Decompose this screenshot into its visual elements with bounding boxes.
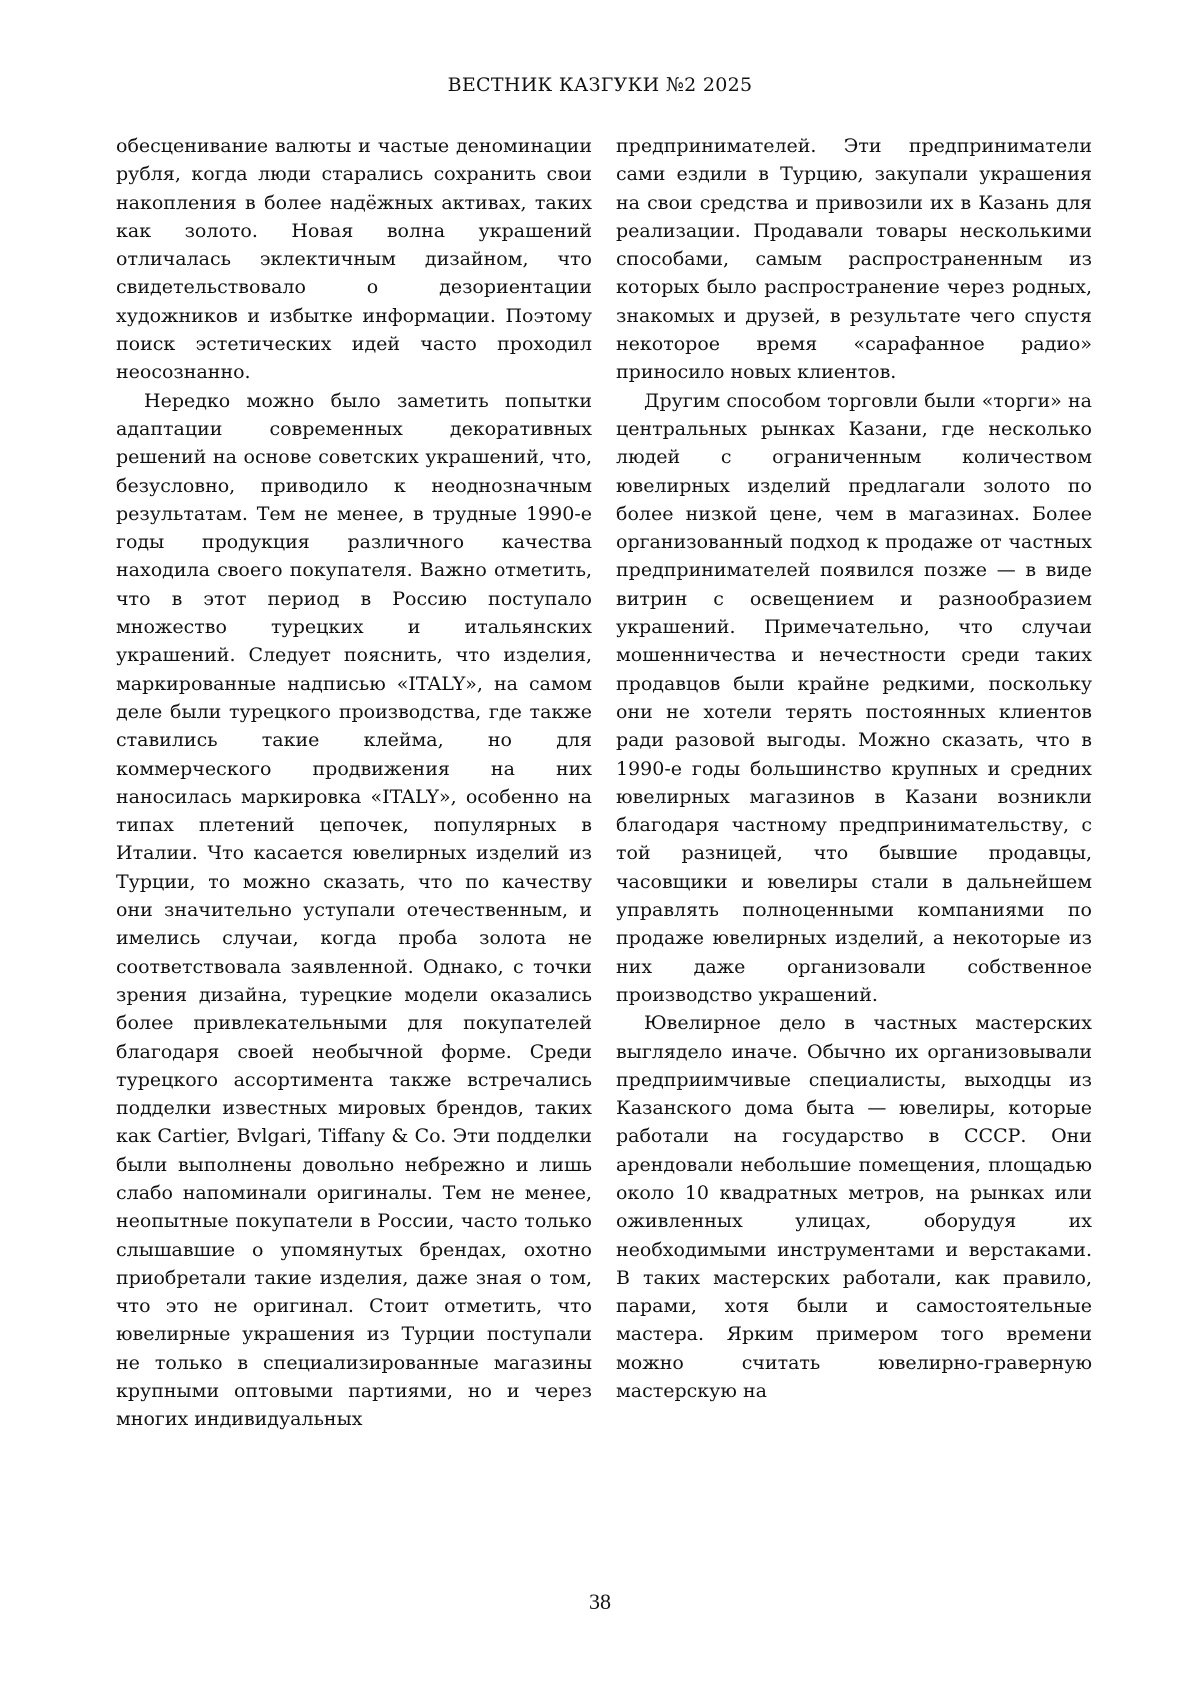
paragraph: Другим способом торговли были «торги» на центральных рынках Казани, где несколько людей с ограниченным количеством ювелирных изделий предлагали золото по более низкой цене, чем в магазинах. Более организованный подход к продаже от частных предпринимателей появился позже — в виде витрин с освещением и разнообразием украшений. Примечательно, что случаи мошенничества и нечестности среди таких продавцов были крайне редкими, поскольку они не хотели терять постоянных клиентов ради разовой выгоды. Можно сказать, что в 1990-е годы большинство крупных и средних ювелирных магазинов в Казани возникли благодаря частному предпринимательству, с той разницей, что бывшие продавцы, часовщики и ювелиры стали в дальнейшем управлять полноценными компаниями по продаже ювелирных изделий, а некоторые из них даже организовали собственное производство украшений. — [616, 389, 1092, 1006]
paragraph: предпринимателей. Эти предприниматели сами ездили в Турцию, закупали украшения на свои средства и привозили их в Казань для реализации. Продавали товары несколькими способами, самым распространенным из которых было распространение через родных, знакомых и друзей, в результате чего спустя некоторое время «сарафанное радио» приносило новых клиентов. — [616, 135, 1092, 384]
paragraph: Нередко можно было заметить попытки адаптации современных декоративных решений на основе советских украшений, что, безусловно, приводило к неоднозначным результатам. Тем не менее, в трудные 1990-е годы продукция различного качества находила своего покупателя. Важно отметить, что в этот период в Россию поступало множество турецких и итальянских украшений. Следует пояснить, что изделия, маркированные надписью «ITALY», на самом деле были турецкого производства, где также ставились такие клейма, но для коммерческого продвижения на них наносилась маркировка «ITALY», особенно на типах плетений цепочек, популярных в Италии. Что касается ювелирных изделий из Турции, то можно сказать, что по качеству они значительно уступали отечественным, и имелись случаи, когда проба золота не соответствовала заявленной. Однако, с точки зрения дизайна, турецкие модели оказались более привлекательными для покупателей благодаря своей необычной форме. Среди турецкого ассортимента также встречались подделки известных мировых брендов, таких как Cartier, Bvlgari, Tiffany & Co. Эти подделки были выполнены довольно небрежно и лишь слабо напоминали оригиналы. Тем не менее, неопытные покупатели в России, часто только слышавшие о упомянутых брендах, охотно приобретали такие изделия, даже зная о том, что это не оригинал. Стоит отметить, что ювелирные украшения из Турции поступали не только в специализированные магазины крупными оптовыми партиями, но и через многих индивидуальных — [116, 389, 592, 1431]
paragraph: обесценивание валюты и частые деноминации рубля, когда люди старались сохранить свои накопления в более надёжных активах, таких как золото. Новая волна украшений отличалась эклектичным дизайном, что свидетельствовало о дезориентации художников и избытке информации. Поэтому поиск эстетических идей часто проходил неосознанно. — [116, 135, 592, 384]
page-number: 38 — [589, 1589, 611, 1614]
paragraph: Ювелирное дело в частных мастерских выглядело иначе. Обычно их организовывали предприимчивые специалисты, выходцы из Казанского дома быта — ювелиры, которые работали на государство в СССР. Они арендовали небольшие помещения, площадью около 10 квадратных метров, на рынках или оживленных улицах, оборудуя их необходимыми инструментами и верстаками. В таких мастерских работали, как правило, парами, хотя были и самостоятельные мастера. Ярким примером того времени можно считать ювелирно-граверную мастерскую на — [616, 1012, 1092, 1403]
right-column — [616, 132, 1092, 1434]
running-header: ВЕСТНИК КАЗГУКИ №2 2025 — [447, 74, 753, 96]
text-columns — [116, 132, 1092, 1434]
left-column — [116, 132, 592, 1434]
